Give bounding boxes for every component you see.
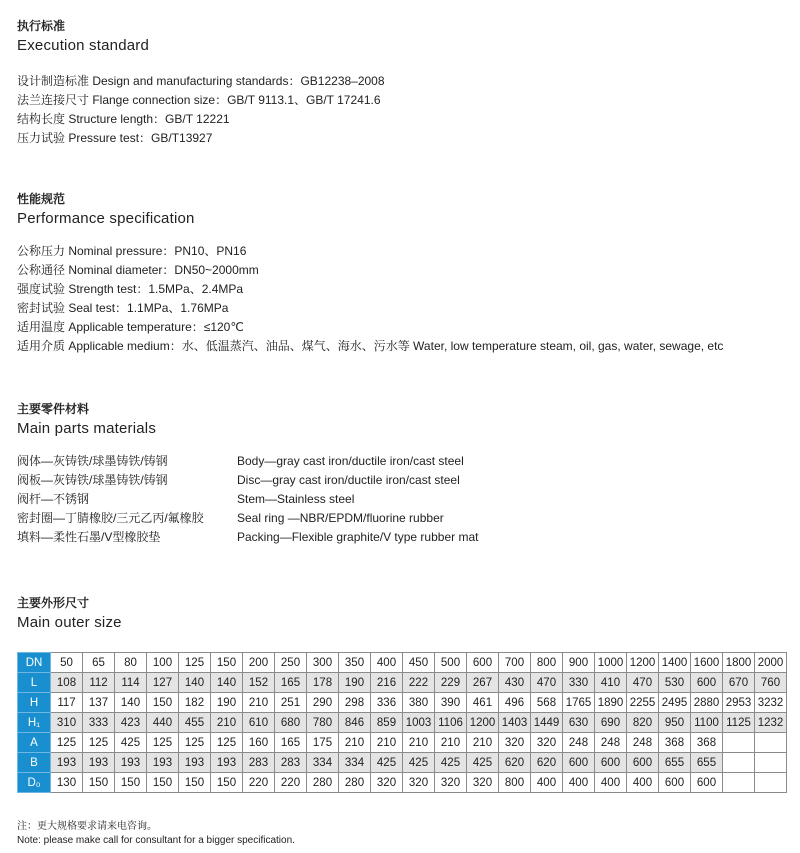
table-cell: 425 [115,733,147,753]
table-cell: 320 [435,773,467,793]
table-cell: 390 [435,693,467,713]
table-cell: 220 [275,773,307,793]
execution-title-zh: 执行标准 [17,19,66,33]
table-cell: 1200 [467,713,499,733]
table-cell: 425 [467,753,499,773]
table-cell: 100 [147,653,179,673]
table-cell: 210 [371,733,403,753]
table-cell: 670 [723,673,755,693]
table-cell: 150 [179,773,211,793]
table-cell: 859 [371,713,403,733]
table-cell: 280 [339,773,371,793]
row-header: D₀ [18,773,51,793]
table-cell: 283 [275,753,307,773]
table-cell: 400 [371,653,403,673]
table-cell: 320 [499,733,531,753]
execution-line: 压力试验 Pressure test：GB/T13927 [17,131,213,145]
table-cell: 600 [691,773,723,793]
table-cell [723,733,755,753]
size-title-zh: 主要外形尺寸 [17,596,90,610]
table-cell: 193 [211,753,243,773]
performance-line: 适用介质 Applicable medium：水、低温蒸汽、油品、煤气、海水、污水等 Water, low temperature steam, oil, gas, water, sewage, etc [17,339,724,353]
table-cell: 137 [83,693,115,713]
table-cell: 190 [211,693,243,713]
table-cell: 400 [563,773,595,793]
performance-line: 强度试验 Strength test：1.5MPa、2.4MPa [17,282,244,296]
execution-line: 设计制造标准 Design and manufacturing standards：GB12238–2008 [17,74,385,88]
material-en: Stem—Stainless steel [237,492,355,506]
table-cell: 150 [211,773,243,793]
material-item [17,528,617,547]
execution-line: 结构长度 Structure length：GB/T 12221 [17,112,230,126]
table-cell: 267 [467,673,499,693]
table-cell: 193 [147,753,179,773]
table-cell: 600 [627,753,659,773]
size-section [17,595,122,633]
table-cell: 2953 [723,693,755,713]
table-row [18,713,787,733]
table-cell: 330 [563,673,595,693]
table-cell: 178 [307,673,339,693]
table-cell: 700 [499,653,531,673]
table-cell: 440 [147,713,179,733]
table-cell: 125 [51,733,83,753]
table-cell: 610 [243,713,275,733]
table-cell: 2880 [691,693,723,713]
table-cell: 568 [531,693,563,713]
table-cell: 182 [179,693,211,713]
table-cell: 620 [531,753,563,773]
table-cell: 760 [755,673,787,693]
row-header: A [18,733,51,753]
table-cell: 500 [435,653,467,673]
material-en: Disc—gray cast iron/ductile iron/cast steel [237,473,460,487]
table-cell: 210 [243,693,275,713]
table-cell: 220 [243,773,275,793]
table-cell: 600 [595,753,627,773]
table-cell: 280 [307,773,339,793]
table-cell: 1003 [403,713,435,733]
table-cell: 140 [179,673,211,693]
row-header: L [18,673,51,693]
table-cell: 333 [83,713,115,733]
table-cell: 125 [83,733,115,753]
table-cell: 320 [531,733,563,753]
table-cell: 780 [307,713,339,733]
execution-line: 法兰连接尺寸 Flange connection size：GB/T 9113.1、GB/T 17241.6 [17,93,381,107]
table-cell: 1765 [563,693,595,713]
table-cell: 216 [371,673,403,693]
table-cell: 193 [83,753,115,773]
table-cell: 210 [339,733,371,753]
table-cell: 620 [499,753,531,773]
table-cell: 248 [563,733,595,753]
table-cell: 229 [435,673,467,693]
table-cell: 222 [403,673,435,693]
table-cell: 283 [243,753,275,773]
table-cell: 152 [243,673,275,693]
material-item [17,471,617,490]
materials-section [17,401,617,547]
table-cell: 150 [147,773,179,793]
table-cell: 193 [51,753,83,773]
table-cell: 108 [51,673,83,693]
execution-title-en: Execution standard [17,37,150,54]
table-cell: 1232 [755,713,787,733]
table-cell: 193 [179,753,211,773]
table-cell: 455 [179,713,211,733]
material-item [17,490,617,509]
table-cell: 336 [371,693,403,713]
table-cell: 210 [211,713,243,733]
table-cell: 165 [275,673,307,693]
table-cell: 400 [627,773,659,793]
size-title-en: Main outer size [17,614,122,631]
table-cell: 800 [531,653,563,673]
table-row [18,673,787,693]
table-cell: 130 [51,773,83,793]
table-cell: 368 [691,733,723,753]
table-cell: 1106 [435,713,467,733]
material-en: Body—gray cast iron/ductile iron/cast steel [237,454,464,468]
materials-list [17,452,617,547]
material-en: Seal ring —NBR/EPDM/fluorine rubber [237,511,444,525]
table-cell: 50 [51,653,83,673]
table-cell [723,773,755,793]
table-cell: 310 [51,713,83,733]
performance-line: 公称压力 Nominal pressure：PN10、PN16 [17,244,247,258]
table-cell [723,753,755,773]
table-cell: 2255 [627,693,659,713]
table-cell [755,753,787,773]
table-cell [755,773,787,793]
table-cell: 1100 [691,713,723,733]
table-cell: 846 [339,713,371,733]
row-header: H₁ [18,713,51,733]
table-cell: 125 [179,653,211,673]
table-cell: 210 [467,733,499,753]
table-cell: 210 [403,733,435,753]
table-cell: 140 [211,673,243,693]
table-row [18,693,787,713]
table-cell: 290 [307,693,339,713]
table-cell [755,733,787,753]
table-cell: 127 [147,673,179,693]
table-cell: 150 [147,693,179,713]
material-zh: 密封圈—丁腈橡胶/三元乙丙/氟橡胶 [17,511,204,525]
table-row [18,733,787,753]
row-header: DN [18,653,51,673]
table-cell: 496 [499,693,531,713]
material-zh: 阀杆—不锈钢 [17,492,90,506]
performance-title-zh: 性能规范 [17,192,66,206]
table-cell: 820 [627,713,659,733]
table-cell: 368 [659,733,691,753]
table-cell: 190 [339,673,371,693]
material-zh: 阀板—灰铸铁/球墨铸铁/铸钢 [17,473,168,487]
table-cell: 125 [211,733,243,753]
table-cell: 461 [467,693,499,713]
row-header: H [18,693,51,713]
table-cell: 470 [531,673,563,693]
table-cell: 1403 [499,713,531,733]
table-cell: 400 [531,773,563,793]
table-cell: 430 [499,673,531,693]
performance-section [17,191,723,356]
material-item [17,509,617,528]
table-cell: 140 [115,693,147,713]
table-cell: 400 [595,773,627,793]
table-cell: 425 [435,753,467,773]
material-zh: 填料—柔性石墨/V型橡胶垫 [17,530,161,544]
performance-line: 适用温度 Applicable temperature：≤120℃ [17,320,244,334]
table-cell: 1125 [723,713,755,733]
note-zh: 注：更大规格要求请来电咨询。 [17,821,157,832]
table-cell: 200 [243,653,275,673]
performance-list [17,242,723,356]
table-cell: 117 [51,693,83,713]
table-cell: 150 [83,773,115,793]
table-cell: 1600 [691,653,723,673]
table-cell: 450 [403,653,435,673]
table-cell: 165 [275,733,307,753]
table-cell: 470 [627,673,659,693]
table-cell: 900 [563,653,595,673]
row-header: B [18,753,51,773]
table-cell: 950 [659,713,691,733]
note-en: Note: please make call for consultant for a bigger specification. [17,835,295,846]
table-row [18,773,787,793]
table-cell: 425 [371,753,403,773]
table-cell: 250 [275,653,307,673]
table-cell: 125 [179,733,211,753]
performance-line: 公称通径 Nominal diameter：DN50~2000mm [17,263,259,277]
table-cell: 1449 [531,713,563,733]
table-cell: 630 [563,713,595,733]
table-cell: 600 [691,673,723,693]
table-cell: 1000 [595,653,627,673]
table-cell: 251 [275,693,307,713]
dimension-table [17,652,787,793]
table-row [18,653,787,673]
table-cell: 320 [467,773,499,793]
table-cell: 320 [403,773,435,793]
table-cell: 125 [147,733,179,753]
table-cell: 530 [659,673,691,693]
table-cell: 600 [659,773,691,793]
table-cell: 334 [339,753,371,773]
table-cell: 80 [115,653,147,673]
material-zh: 阀体—灰铸铁/球墨铸铁/铸钢 [17,454,168,468]
execution-list [17,72,385,148]
table-cell: 210 [435,733,467,753]
table-cell: 380 [403,693,435,713]
table-cell: 1400 [659,653,691,673]
table-cell: 2000 [755,653,787,673]
table-cell: 150 [115,773,147,793]
table-cell: 248 [595,733,627,753]
material-en: Packing—Flexible graphite/V type rubber mat [237,530,479,544]
table-cell: 1200 [627,653,659,673]
table-cell: 114 [115,673,147,693]
table-cell: 800 [499,773,531,793]
table-cell: 680 [275,713,307,733]
materials-title-zh: 主要零件材料 [17,402,90,416]
table-cell: 1800 [723,653,755,673]
table-cell: 690 [595,713,627,733]
table-cell: 600 [467,653,499,673]
table-cell: 65 [83,653,115,673]
table-cell: 425 [403,753,435,773]
material-item [17,452,617,471]
table-cell: 150 [211,653,243,673]
table-cell: 600 [563,753,595,773]
performance-title-en: Performance specification [17,210,195,227]
table-cell: 334 [307,753,339,773]
table-cell: 175 [307,733,339,753]
materials-title-en: Main parts materials [17,420,157,437]
table-cell: 160 [243,733,275,753]
table-cell: 298 [339,693,371,713]
table-cell: 112 [83,673,115,693]
performance-line: 密封试验 Seal test：1.1MPa、1.76MPa [17,301,229,315]
table-cell: 3232 [755,693,787,713]
table-cell: 423 [115,713,147,733]
table-cell: 320 [371,773,403,793]
table-cell: 410 [595,673,627,693]
table-cell: 248 [627,733,659,753]
table-cell: 300 [307,653,339,673]
table-cell: 1890 [595,693,627,713]
table-row [18,753,787,773]
table-cell: 350 [339,653,371,673]
table-cell: 193 [115,753,147,773]
table-cell: 2495 [659,693,691,713]
execution-section [17,18,385,148]
table-cell: 655 [691,753,723,773]
table-cell: 655 [659,753,691,773]
